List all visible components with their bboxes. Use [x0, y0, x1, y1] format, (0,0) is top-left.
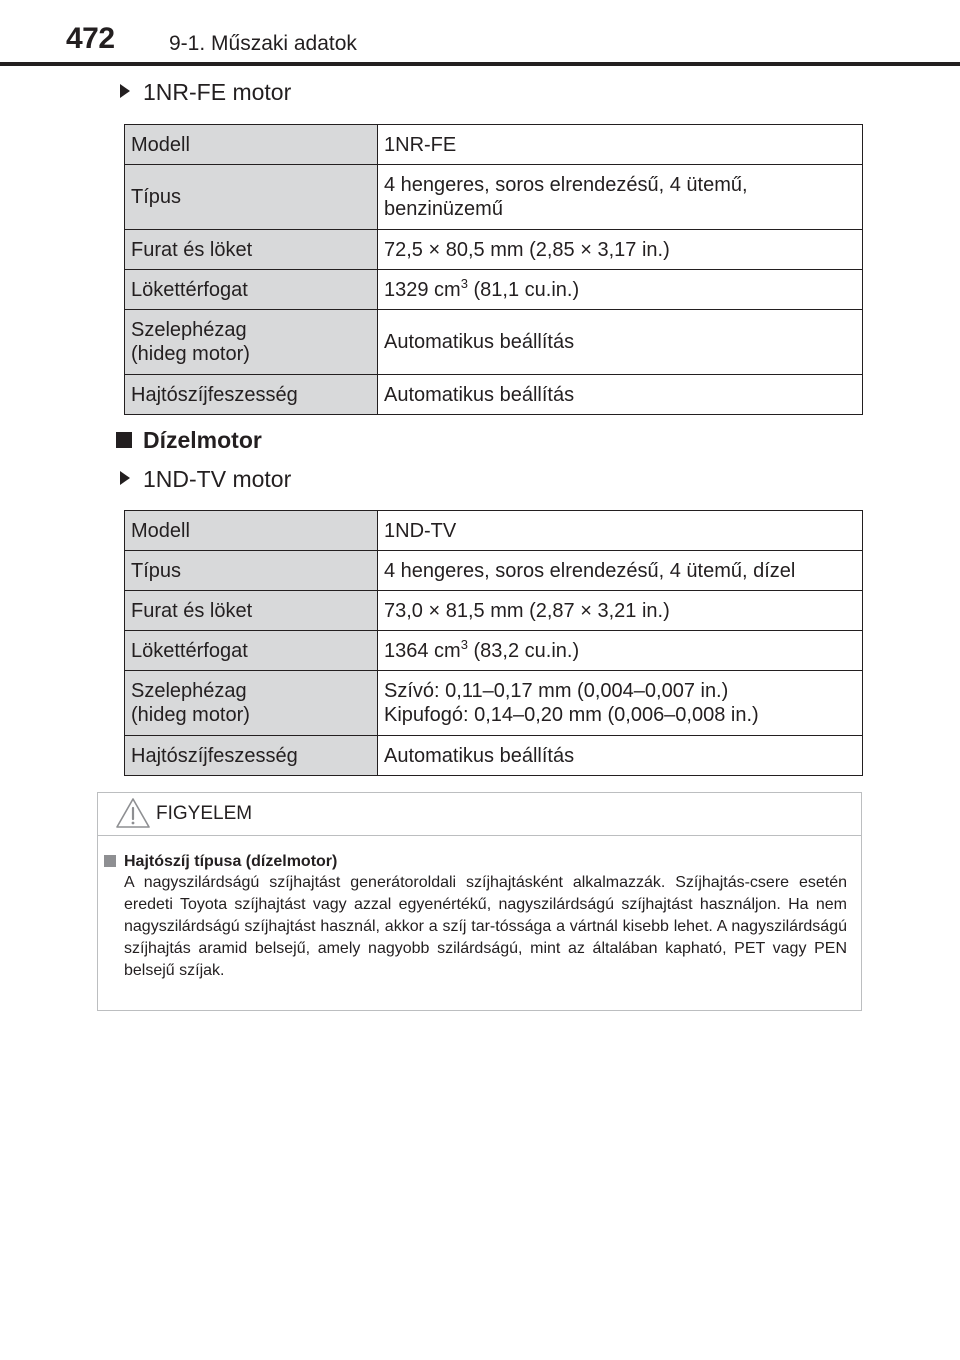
table-value: 73,0 × 81,5 mm (2,87 × 3,21 in.) [378, 591, 863, 631]
table-row [125, 736, 863, 776]
superscript: 3 [460, 275, 468, 291]
subheading-text: 1ND-TV motor [143, 466, 292, 492]
value-part: 1329 cm [384, 278, 461, 301]
diesel-spec-table [124, 510, 863, 776]
table-row [125, 631, 863, 671]
key-line: (hideg motor) [131, 343, 250, 365]
header-rule [0, 62, 960, 66]
table-key: Hajtószíjfeszesség [125, 736, 378, 776]
table-row [125, 551, 863, 591]
table-row [125, 591, 863, 631]
warning-title: FIGYELEM [156, 803, 253, 824]
warning-subtitle [124, 853, 847, 871]
table-key: Modell [125, 125, 378, 165]
square-bullet-icon [116, 432, 132, 448]
table-key: Típus [125, 551, 378, 591]
table-value [378, 631, 863, 671]
table-row [125, 230, 863, 270]
table-key [125, 671, 378, 736]
table-value [378, 165, 863, 230]
table-key: Modell [125, 511, 378, 551]
value-line: Szívó: 0,11–0,17 mm (0,004–0,007 in.) [384, 680, 729, 702]
table-key: Lökettérfogat [125, 270, 378, 310]
value-part: 1364 cm [384, 639, 461, 662]
warning-header [98, 793, 861, 836]
value-line: 4 hengeres, soros elrendezésű, 4 ütemű, [384, 174, 748, 196]
page-header [0, 0, 960, 66]
table-key: Furat és löket [125, 591, 378, 631]
table-row [125, 310, 863, 375]
value-part: (81,1 cu.in.) [467, 278, 580, 301]
warning-triangle-icon [115, 797, 151, 834]
table-row [125, 375, 863, 415]
table-value: Automatikus beállítás [378, 736, 863, 776]
square-bullet-icon [104, 855, 116, 867]
table-value: Automatikus beállítás [378, 310, 863, 375]
table-key: Hajtószíjfeszesség [125, 375, 378, 415]
triangle-right-icon [120, 471, 130, 485]
table-key: Furat és löket [125, 230, 378, 270]
value-line: Kipufogó: 0,14–0,20 mm (0,006–0,008 in.) [384, 704, 759, 726]
warning-box [97, 792, 862, 1011]
superscript: 3 [460, 636, 468, 652]
petrol-engine-subheading [120, 79, 291, 106]
table-value: 72,5 × 80,5 mm (2,85 × 3,17 in.) [378, 230, 863, 270]
table-row [125, 511, 863, 551]
table-row [125, 671, 863, 736]
table-key [125, 310, 378, 375]
key-line: Szelephézag [131, 319, 247, 341]
table-row [125, 125, 863, 165]
table-value [378, 671, 863, 736]
table-value: Automatikus beállítás [378, 375, 863, 415]
key-line: Szelephézag [131, 680, 247, 702]
table-value: 1ND-TV [378, 511, 863, 551]
page-number: 472 [66, 22, 115, 55]
table-value: 4 hengeres, soros elrendezésű, 4 ütemű, dízel [378, 551, 863, 591]
warning-subtitle-text: Hajtószíj típusa (dízelmotor) [124, 853, 338, 870]
value-part: (83,2 cu.in.) [467, 639, 580, 662]
triangle-right-icon [120, 84, 130, 98]
table-value [378, 270, 863, 310]
table-row [125, 270, 863, 310]
section-title: 9-1. Műszaki adatok [169, 32, 357, 55]
table-key: Lökettérfogat [125, 631, 378, 671]
diesel-heading [116, 427, 262, 454]
table-key: Típus [125, 165, 378, 230]
warning-text: A nagyszilárdságú szíjhajtást generátoroldali szíjhajtásként alkalmazzák. Szíjhajtás-csere esetén eredeti Toyota szíjhajtást vagy azzal egyenértékű, nagyszilárdságú szíjhajtást használjon. Ha nem nagyszilárdságú szíjhajtást használ, akkor a szíj tar-tóssága a vártnál kisebb lehet. A nagyszilárdságú szíjhajtás aramid belsejű, amely nagyobb szilárdságú, mint az általában kapható, PET vagy PEN belsejű szíjak. [124, 874, 847, 979]
table-row [125, 165, 863, 230]
heading-text: Dízelmotor [143, 427, 262, 453]
value-line: benzinüzemű [384, 198, 503, 220]
table-value: 1NR-FE [378, 125, 863, 165]
key-line: (hideg motor) [131, 704, 250, 726]
petrol-spec-table [124, 124, 863, 415]
subheading-text: 1NR-FE motor [143, 79, 292, 105]
warning-body [98, 836, 861, 982]
diesel-engine-subheading [120, 466, 291, 493]
